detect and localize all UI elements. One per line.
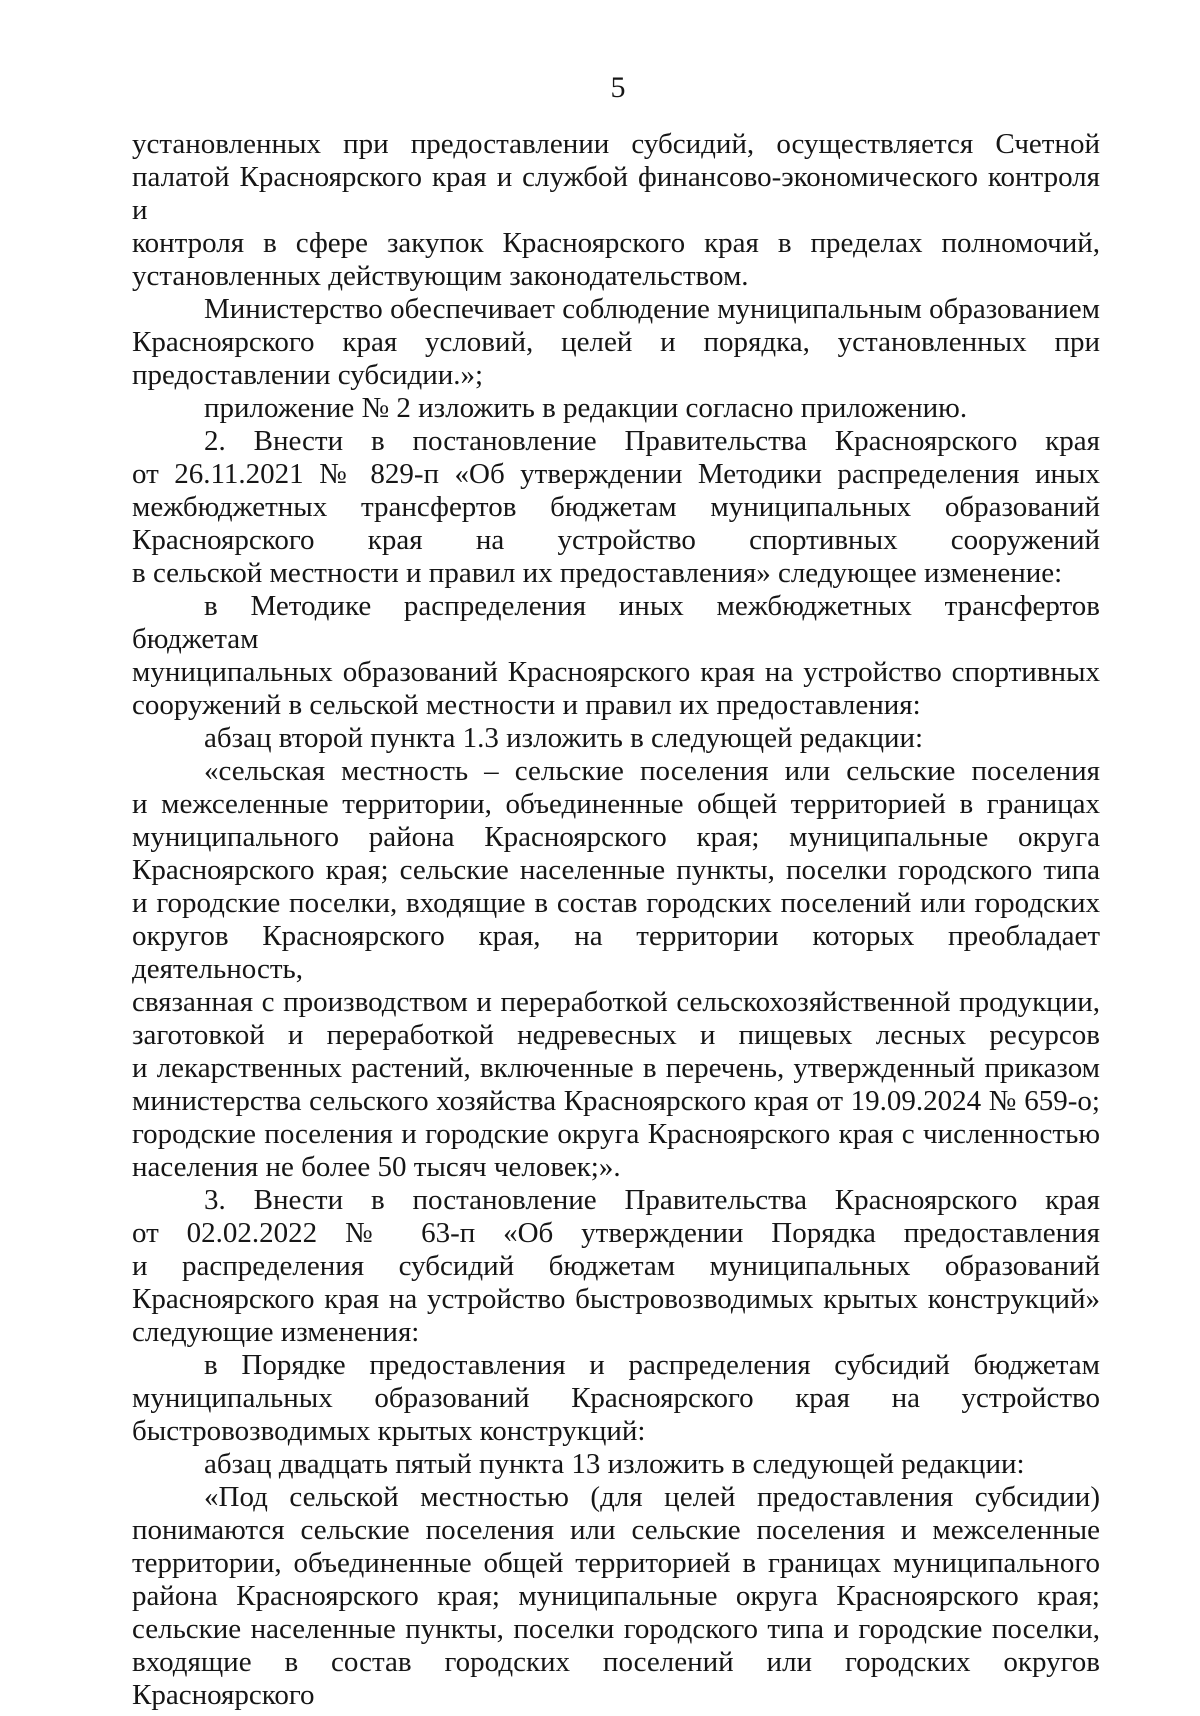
text-line: и городские поселки, входящие в состав городских поселений или городских (132, 887, 1100, 919)
page-number: 5 (610, 71, 626, 104)
text-line: муниципальных образований Красноярского края на устройство спортивных (132, 656, 1100, 688)
text-line: Министерство обеспечивает соблюдение муниципальным образованием (204, 293, 1100, 325)
text-line: палатой Красноярского края и службой финансово-экономического контроля и (132, 161, 1100, 226)
text-line: Красноярского края на устройство спортивных сооружений (132, 524, 1100, 556)
text-line: в Методике распределения иных межбюджетных трансфертов бюджетам (132, 590, 1100, 655)
text-line: и распределения субсидий бюджетам муниципальных образований (132, 1250, 1100, 1282)
text-line: от 02.02.2022 № 63-п «Об утверждении Порядка предоставления (132, 1217, 1100, 1249)
text-line: округов Красноярского края, на территории которых преобладает деятельность, (132, 920, 1100, 985)
text-line: понимаются сельские поселения или сельские поселения и межселенные (132, 1514, 1100, 1546)
text-line: приложение № 2 изложить в редакции согласно приложению. (204, 392, 968, 424)
text-line: и межселенные территории, объединенные общей территорией в границах (132, 788, 1100, 820)
text-line: в Порядке предоставления и распределения субсидий бюджетам (204, 1349, 1100, 1381)
text-line: от 26.11.2021 № 829-п «Об утверждении Методики распределения иных (132, 458, 1100, 490)
text-line: входящие в состав городских поселений или городских округов Красноярского (132, 1646, 1100, 1711)
text-line: связанная с производством и переработкой сельскохозяйственной продукции, (132, 986, 1100, 1018)
text-line: «Под сельской местностью (для целей предоставления субсидии) (204, 1481, 1100, 1513)
text-line: Красноярского края условий, целей и порядка, установленных при (132, 326, 1100, 358)
text-line: быстровозводимых крытых конструкций: (132, 1415, 646, 1447)
text-line: заготовкой и переработкой недревесных и пищевых лесных ресурсов (132, 1019, 1100, 1051)
text-line: следующие изменения: (132, 1316, 420, 1348)
text-line: муниципальных образований Красноярского края на устройство (132, 1382, 1100, 1414)
text-line: установленных действующим законодательством. (132, 260, 749, 292)
text-line: в сельской местности и правил их предоставления» следующее изменение: (132, 557, 1063, 589)
text-line: муниципального района Красноярского края; муниципальные округа (132, 821, 1100, 853)
text-line: населения не более 50 тысяч человек;». (132, 1151, 621, 1183)
text-line: сельские населенные пункты, поселки городского типа и городские поселки, (132, 1613, 1100, 1645)
text-line: абзац второй пункта 1.3 изложить в следующей редакции: (204, 722, 924, 754)
text-line: предоставлении субсидии.»; (132, 359, 484, 391)
text-line: контроля в сфере закупок Красноярского края в пределах полномочий, (132, 227, 1100, 259)
text-line: и лекарственных растений, включенные в перечень, утвержденный приказом (132, 1052, 1100, 1084)
text-line: «сельская местность – сельские поселения или сельские поселения (204, 755, 1100, 787)
text-line: межбюджетных трансфертов бюджетам муниципальных образований (132, 491, 1100, 523)
text-line: Красноярского края; сельские населенные пункты, поселки городского типа (132, 854, 1100, 886)
text-line: министерства сельского хозяйства Красноярского края от 19.09.2024 № 659-о; (132, 1085, 1100, 1117)
text-line: абзац двадцать пятый пункта 13 изложить в следующей редакции: (204, 1448, 1025, 1480)
text-line: сооружений в сельской местности и правил их предоставления: (132, 689, 921, 721)
text-line: 3. Внести в постановление Правительства Красноярского края (204, 1184, 1100, 1216)
text-line: установленных при предоставлении субсидий, осуществляется Счетной (132, 128, 1100, 160)
text-line: 2. Внести в постановление Правительства Красноярского края (204, 425, 1100, 457)
text-line: района Красноярского края; муниципальные округа Красноярского края; (132, 1580, 1100, 1612)
text-line: территории, объединенные общей территорией в границах муниципального (132, 1547, 1100, 1579)
document-body (132, 128, 1100, 1712)
text-line: Красноярского края на устройство быстровозводимых крытых конструкций» (132, 1283, 1100, 1315)
text-line: городские поселения и городские округа Красноярского края с численностью (132, 1118, 1100, 1150)
